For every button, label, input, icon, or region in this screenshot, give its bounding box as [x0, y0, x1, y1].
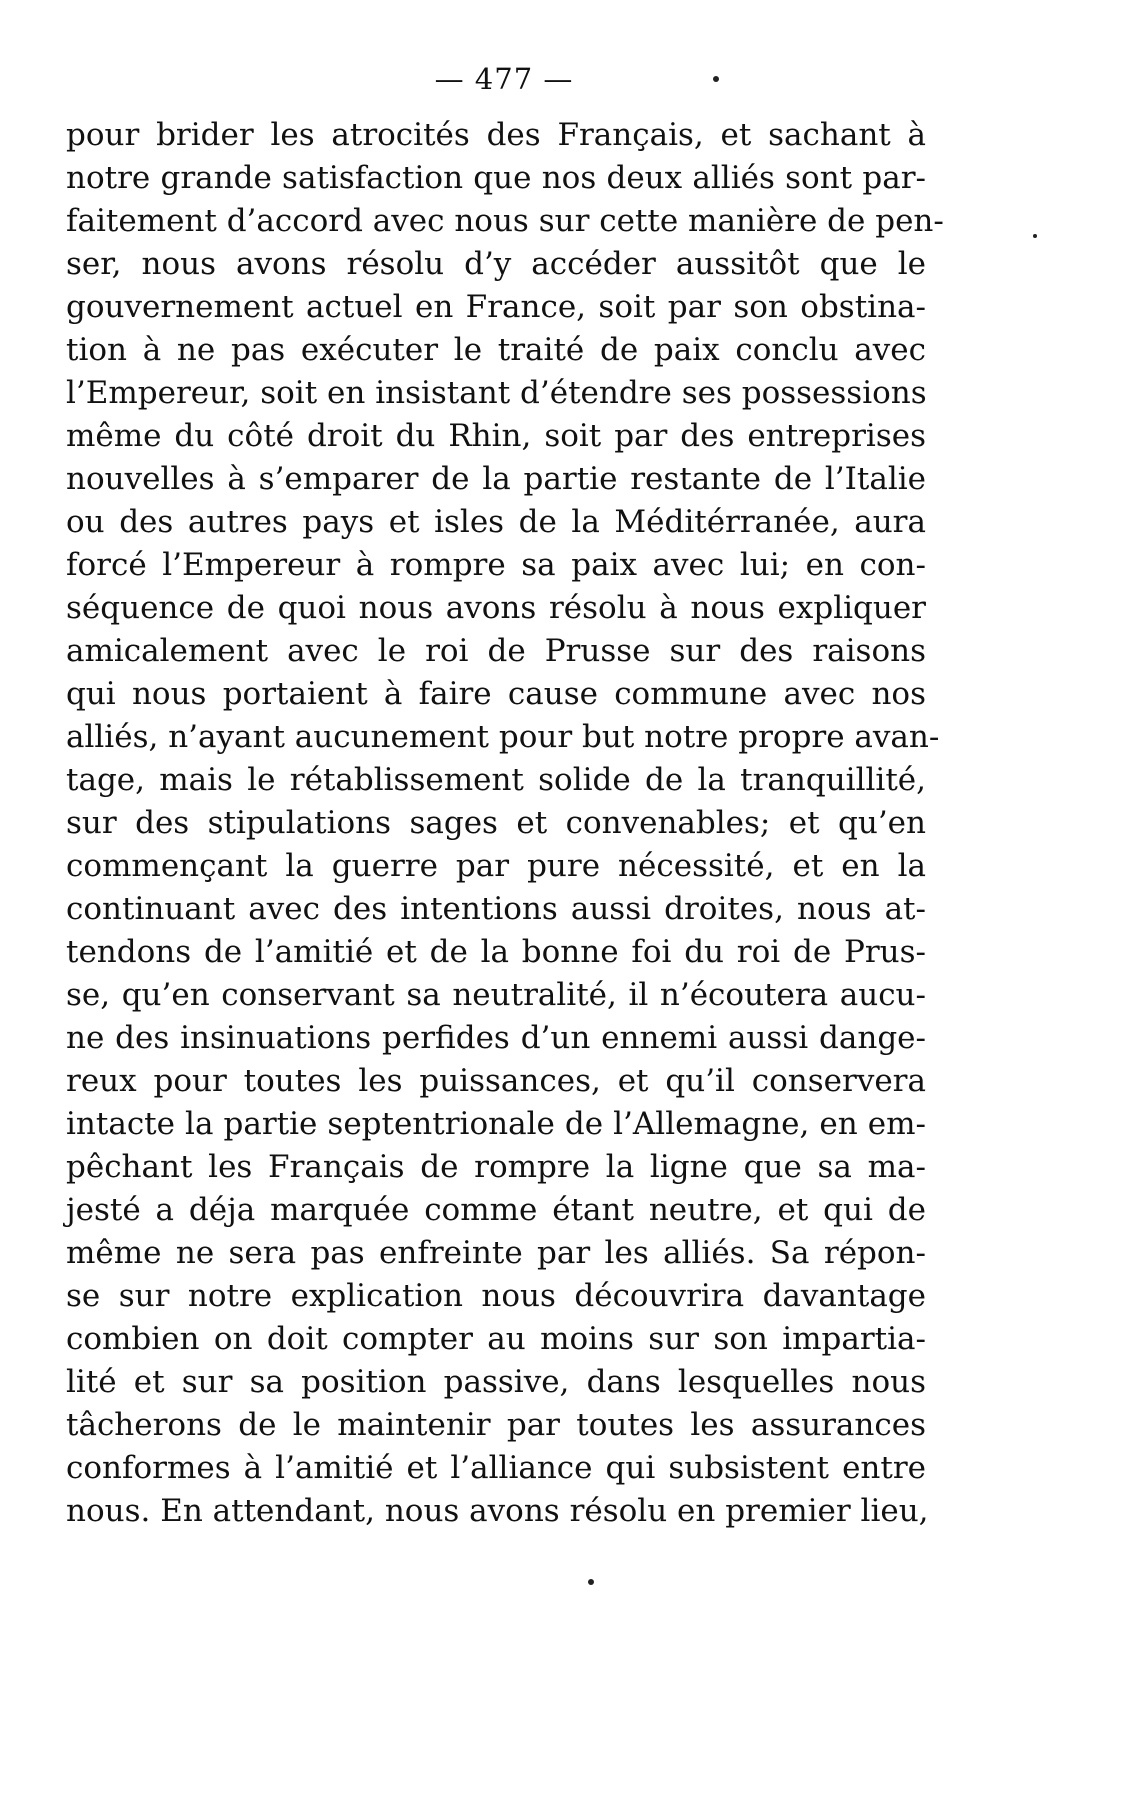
text-line: forcé l’Empereur à rompre sa paix avec lui; en con- [66, 547, 926, 583]
text-line: faitement d’accord avec nous sur cette manière de pen- [66, 203, 944, 239]
text-line: tendons de l’amitié et de la bonne foi du roi de Prus- [66, 934, 926, 970]
text-line: séquence de quoi nous avons résolu à nous expliquer [66, 590, 926, 626]
page-number: — 477 — [434, 62, 574, 96]
ink-speck [713, 76, 719, 82]
text-line: jesté a déja marquée comme étant neutre, et qui de [66, 1192, 926, 1228]
text-line: intacte la partie septentrionale de l’Allemagne, en em- [66, 1106, 926, 1142]
text-line: tion à ne pas exécuter le traité de paix conclu avec [66, 332, 926, 368]
text-line: lité et sur sa position passive, dans lesquelles nous [66, 1364, 926, 1400]
text-line: ser, nous avons résolu d’y accéder aussitôt que le [66, 246, 926, 282]
text-line: nous. En attendant, nous avons résolu en premier lieu, [66, 1493, 929, 1529]
text-line: même du côté droit du Rhin, soit par des entreprises [66, 418, 926, 454]
text-line: commençant la guerre par pure nécessité, et en la [66, 848, 926, 884]
text-line: tage, mais le rétablissement solide de la tranquillité, [66, 762, 926, 798]
text-line: se, qu’en conservant sa neutralité, il n’écoutera aucu- [66, 977, 926, 1013]
text-line: reux pour toutes les puissances, et qu’il conservera [66, 1063, 926, 1099]
text-line: même ne sera pas enfreinte par les alliés. Sa répon- [66, 1235, 926, 1271]
text-line: gouvernement actuel en France, soit par son obstina- [66, 289, 926, 325]
text-line: conformes à l’amitié et l’alliance qui subsistent entre [66, 1450, 926, 1486]
text-line: alliés, n’ayant aucunement pour but notre propre avan- [66, 719, 940, 755]
text-line: sur des stipulations sages et convenables; et qu’en [66, 805, 926, 841]
text-line: ne des insinuations perfides d’un ennemi aussi dange- [66, 1020, 926, 1056]
body-text [66, 114, 944, 1533]
text-line: amicalement avec le roi de Prusse sur des raisons [66, 633, 926, 669]
ink-speck [588, 1579, 594, 1585]
text-line: notre grande satisfaction que nos deux alliés sont par- [66, 160, 926, 196]
text-line: se sur notre explication nous découvrira davantage [66, 1278, 926, 1314]
text-line: qui nous portaient à faire cause commune avec nos [66, 676, 926, 712]
ink-speck [1033, 234, 1037, 238]
text-line: pêchant les Français de rompre la ligne que sa ma- [66, 1149, 926, 1185]
text-line: ou des autres pays et isles de la Méditérranée, aura [66, 504, 926, 540]
text-line: tâcherons de le maintenir par toutes les assurances [66, 1407, 926, 1443]
text-line: pour brider les atrocités des Français, et sachant à [66, 117, 926, 153]
text-line: combien on doit compter au moins sur son impartia- [66, 1321, 926, 1357]
text-line: l’Empereur, soit en insistant d’étendre ses possessions [66, 375, 927, 411]
text-line: nouvelles à s’emparer de la partie restante de l’Italie [66, 461, 926, 497]
text-line: continuant avec des intentions aussi droites, nous at- [66, 891, 926, 927]
